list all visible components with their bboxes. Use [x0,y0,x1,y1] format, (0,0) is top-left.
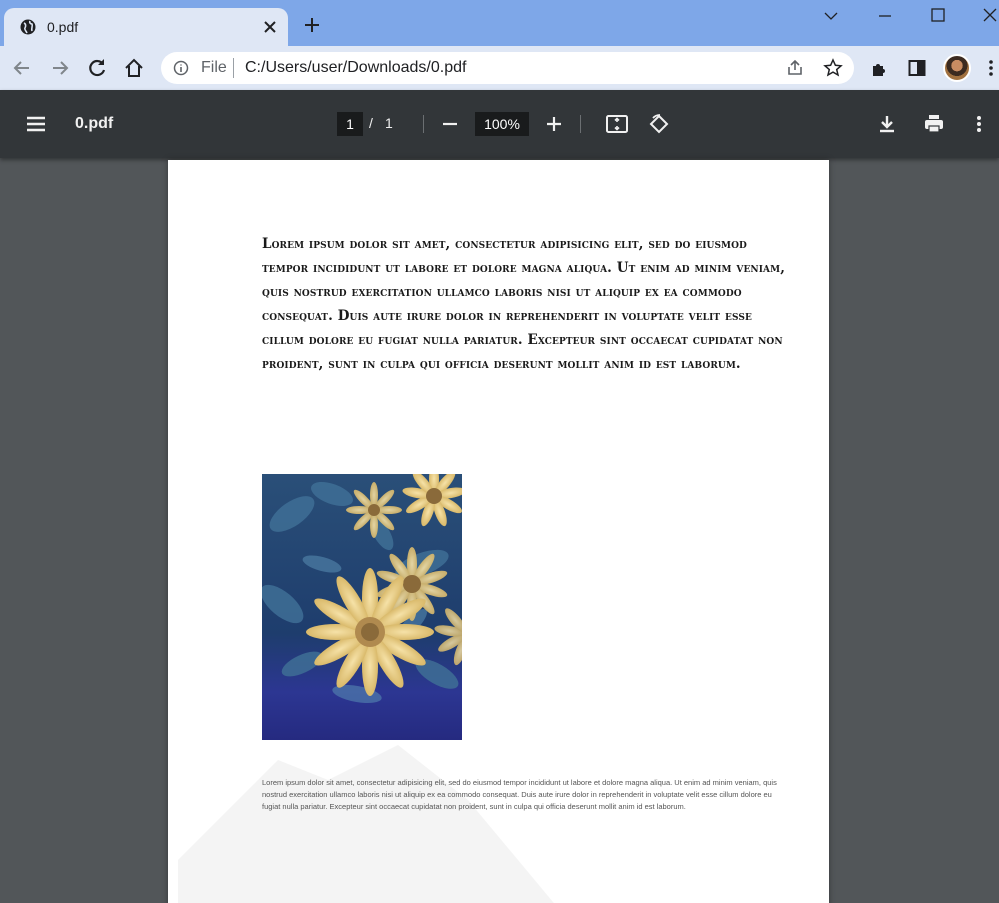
address-divider [233,58,234,78]
download-icon[interactable] [875,112,899,136]
bookmark-star-icon[interactable] [823,58,843,78]
pdf-page [168,160,829,903]
tab-strip [0,0,999,46]
toolbar-divider [423,115,424,133]
profile-avatar[interactable] [943,54,971,82]
address-bar[interactable] [161,52,854,84]
maximize-icon[interactable] [923,4,953,28]
menu-icon[interactable] [24,112,48,136]
rotate-icon[interactable] [647,112,671,136]
zoom-out-icon[interactable] [438,112,462,136]
minimize-icon[interactable] [870,4,900,28]
page-separator: / [369,115,373,131]
flower-photo [262,474,462,740]
tab-active[interactable] [4,8,288,46]
forward-icon[interactable] [48,56,72,80]
more-vertical-icon[interactable] [986,58,996,78]
reload-icon[interactable] [85,56,109,80]
zoom-in-icon[interactable] [542,112,566,136]
back-icon[interactable] [10,56,34,80]
fit-page-icon[interactable] [605,112,629,136]
chevron-down-icon[interactable] [816,4,846,28]
address-url[interactable]: C:/Users/user/Downloads/0.pdf [245,59,467,76]
globe-icon [20,19,36,35]
page-number-input[interactable]: 1 [337,112,363,136]
tab-title: 0.pdf [47,19,79,35]
more-options-icon[interactable] [969,112,989,136]
side-panel-icon[interactable] [907,58,927,78]
new-tab-icon[interactable] [302,15,322,35]
close-tab-icon[interactable] [260,17,280,37]
share-icon[interactable] [785,58,805,78]
address-scheme: File [201,59,227,76]
watermark-graphic [168,740,829,903]
pdf-title: 0.pdf [75,115,114,132]
info-icon[interactable] [173,60,189,76]
extensions-puzzle-icon[interactable] [870,58,890,78]
home-icon[interactable] [122,56,146,80]
browser-toolbar [0,46,999,90]
image-caption: Lorem ipsum dolor sit amet, consectetur adipisicing elit, sed do eiusmod tempor incididunt ut labore et dolore magna aliqua. Ut enim ad minim veniam, quis nostrud exercitation ullamco laboris nisi ut aliquip ex ea commodo consequat. Duis aute irure dolor in reprehenderit in voluptate velit esse cillum dolore eu fugiat nulla pariatur. Excepteur sint occaecat cupidatat non proident, sunt in culpa qui officia deserunt mollit anim id est laborum. [262,778,777,811]
close-window-icon[interactable] [975,4,999,28]
pdf-toolbar [0,90,999,158]
total-pages: 1 [385,115,393,131]
zoom-level[interactable]: 100% [475,112,529,136]
toolbar-divider [580,115,581,133]
document-heading: Lorem ipsum dolor sit amet, consectetur adipisicing elit, sed do eiusmod tempor incididunt ut labore et dolore magna aliqua. Ut enim ad minim veniam, quis nostrud exercitation ullamco laboris nisi ut aliquip ex ea commodo consequat. Duis aute irure dolor in reprehenderit in voluptate velit esse cillum dolore eu fugiat nulla pariatur. Excepteur sint occaecat cupidatat non proident, sunt in culpa qui officia deserunt mollit anim id est laborum. [262,236,785,372]
print-icon[interactable] [922,112,946,136]
